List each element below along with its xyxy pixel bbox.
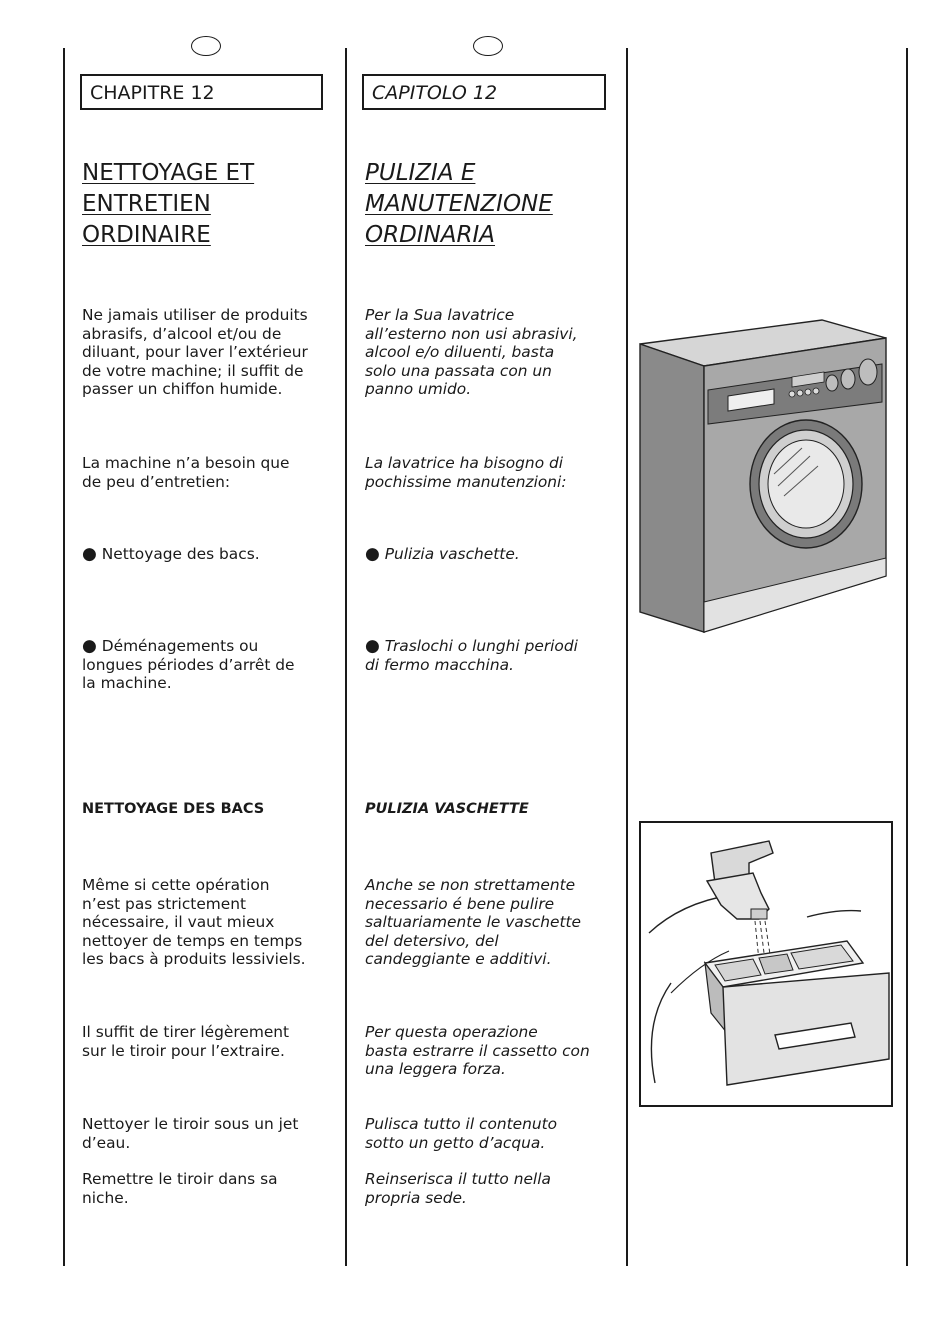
paragraph-extract-fr: Il suffit de tirer légèrement sur le tiroir pour l’extraire. <box>82 1023 290 1060</box>
bullet-icon: ● <box>82 544 97 564</box>
italian-flag-icon <box>473 36 503 56</box>
paragraph-rinse-fr: Nettoyer le tiroir sous un jet d’eau. <box>82 1115 299 1152</box>
paragraph-reinsert-fr: Remettre le tiroir dans sa niche. <box>82 1170 278 1207</box>
paragraph-exterior-fr: Ne jamais utiliser de produits abrasifs, d’alcool et/ou de diluant, pour laver l’extérieur de votre machine; il suffit de passer un chiffon humide. <box>82 306 308 398</box>
french-flag-icon <box>191 36 221 56</box>
bullet-icon: ● <box>365 544 380 564</box>
chapter-label-it: CAPITOLO 12 <box>362 74 606 110</box>
paragraph-exterior-it: Per la Sua lavatrice all’esterno non usi abrasivi, alcool e/o diluenti, basta solo una passata con un panno umido. <box>365 306 578 398</box>
bullet-item-it-1: ● Pulizia vaschette. <box>365 544 520 564</box>
section-title-it: PULIZIA E MANUTENZIONE ORDINARIA <box>365 160 553 248</box>
column-divider-2 <box>626 48 628 1266</box>
subheading-it: PULIZIA VASCHETTE <box>365 801 529 817</box>
subheading-fr: NETTOYAGE DES BACS <box>82 801 265 817</box>
bullet-item-it-2: ● Traslochi o lunghi periodi di fermo macchina. <box>365 636 578 674</box>
chapter-label-fr: CHAPITRE 12 <box>80 74 323 110</box>
bullet-item-fr-2: ● Déménagements ou longues périodes d’arrêt de la machine. <box>82 636 295 692</box>
right-margin-rule <box>906 48 908 1266</box>
washing-machine-illustration <box>634 314 894 638</box>
bullet-icon: ● <box>365 636 380 656</box>
paragraph-reinsert-it: Reinserisca il tutto nella propria sede. <box>365 1170 551 1207</box>
drawer-under-tap-illustration <box>641 823 891 1105</box>
paragraph-drawers-it: Anche se non strettamente necessario é bene pulire saltuariamente le vaschette del detersivo, del candeggiante e additivi. <box>365 876 582 968</box>
paragraph-maintenance-it: La lavatrice ha bisogno di pochissime manutenzioni: <box>365 454 567 491</box>
drawer-cleaning-figure <box>639 821 893 1107</box>
paragraph-rinse-it: Pulisca tutto il contenuto sotto un getto d’acqua. <box>365 1115 558 1152</box>
paragraph-extract-it: Per questa operazione basta estrarre il cassetto con una leggera forza. <box>365 1023 590 1078</box>
left-margin-rule <box>63 48 65 1266</box>
section-title-fr: NETTOYAGE ET ENTRETIEN ORDINAIRE <box>82 160 255 248</box>
column-divider-1 <box>345 48 347 1266</box>
bullet-item-fr-1: ● Nettoyage des bacs. <box>82 544 260 564</box>
paragraph-drawers-fr: Même si cette opération n’est pas strictement nécessaire, il vaut mieux nettoyer de temps en temps les bacs à produits lessiviels. <box>82 876 306 968</box>
bullet-icon: ● <box>82 636 97 656</box>
paragraph-maintenance-fr: La machine n’a besoin que de peu d’entretien: <box>82 454 290 491</box>
